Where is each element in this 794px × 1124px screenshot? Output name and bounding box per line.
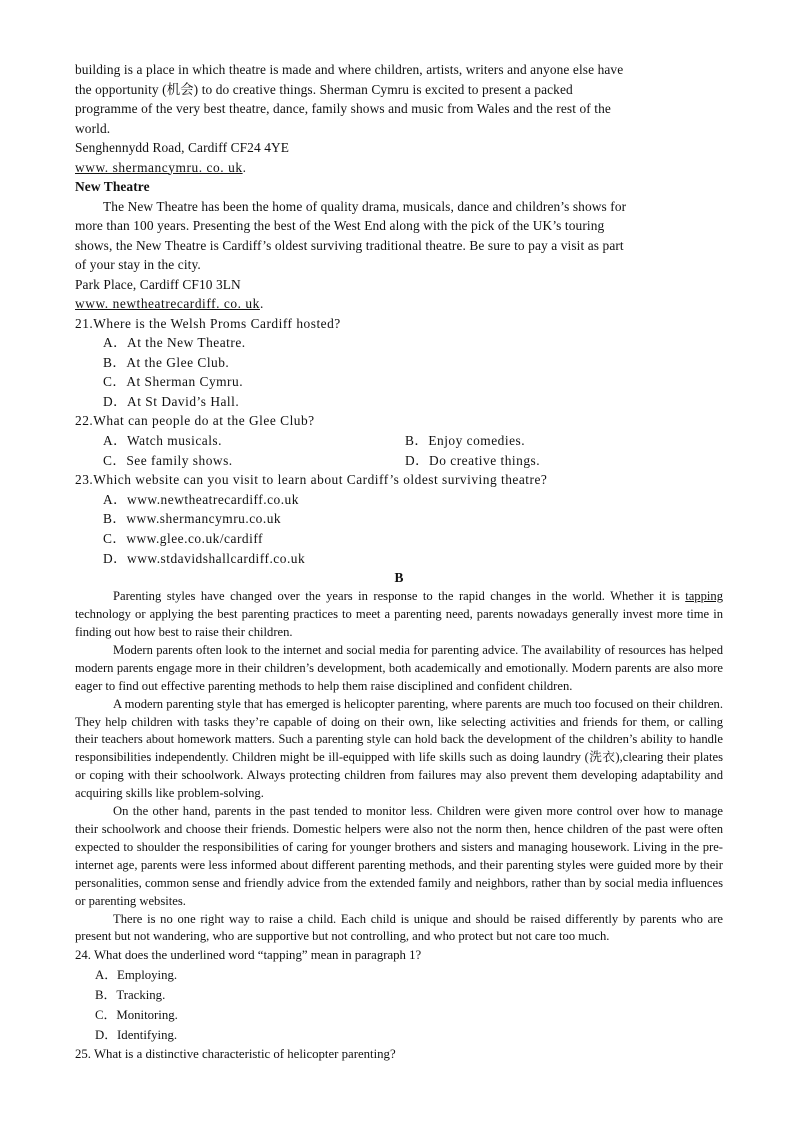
paragraph-2: Modern parents often look to the internet and social media for parenting advice. The availability of resources has helped modern parents engage more in their children’s development, both academically and emotionally. Modern parents are also more eager to find out effective parenting methods to help them raise disciplined and confident children. bbox=[75, 642, 723, 693]
sherman-website-link[interactable]: www. shermancymru. co. uk bbox=[75, 159, 243, 175]
option-a: A．Employing. bbox=[95, 968, 178, 983]
option-d: D．At St David’s Hall. bbox=[103, 393, 240, 409]
option-a: A．At the New Theatre. bbox=[103, 335, 246, 351]
text-line: The New Theatre has been the home of quality drama, musicals, dance and children’s shows for bbox=[103, 198, 627, 214]
option-row bbox=[75, 431, 723, 451]
text-line: shows, the New Theatre is Cardiff’s oldest surviving traditional theatre. Be sure to pay a visit as part bbox=[75, 237, 624, 253]
section-b-heading: B bbox=[394, 570, 404, 586]
option-d: D．Do creative things. bbox=[405, 452, 541, 468]
sherman-website-line bbox=[75, 158, 723, 178]
option-a: A．www.newtheatrecardiff.co.uk bbox=[103, 491, 299, 507]
text-line: of your stay in the city. bbox=[75, 257, 201, 272]
text-line: building is a place in which theatre is made and where children, artists, writers and anyone else have bbox=[75, 62, 624, 77]
question-stem: 23.Which website can you visit to learn about Cardiff’s oldest surviving theatre? bbox=[75, 472, 548, 488]
option-c: C．See family shows. bbox=[103, 452, 233, 468]
option-b: B．Enjoy comedies. bbox=[405, 433, 526, 449]
option-c: C．www.glee.co.uk/cardiff bbox=[103, 531, 263, 547]
option-c: C．At Sherman Cymru. bbox=[103, 374, 244, 390]
question-stem: 21.Where is the Welsh Proms Cardiff hosted? bbox=[75, 315, 341, 331]
paragraph-4: On the other hand, parents in the past tended to monitor less. Children were given more control over how to manage their schoolwork and choose their friends. Domestic helpers were also not the norm then, hence children of the past were often expected to shoulder the responsibilities of caring for younger brothers and sisters and managing housework. Living in the pre-internet age, parents were less informed about different parenting methods, and their parenting styles were guided more by their personalities, common sense and friendly advice from the extended family and neighbors, rather than by social media influences or parenting websites. bbox=[75, 804, 723, 908]
text-line: programme of the very best theatre, dance, family shows and music from Wales and the rest of the bbox=[75, 101, 611, 116]
question-stem: 24. What does the underlined word “tapping” mean in paragraph 1? bbox=[75, 948, 422, 963]
option-b: B．www.shermancymru.co.uk bbox=[103, 511, 282, 527]
new-theatre-address: Park Place, Cardiff CF10 3LN bbox=[75, 276, 241, 292]
paragraph-text: technology or applying the best parenting practices to meet a parenting need, parents nowadays generally invest more time in finding out how best to raise their children. bbox=[75, 607, 723, 640]
option-d: D．Identifying. bbox=[95, 1027, 178, 1042]
punctuation: . bbox=[259, 296, 264, 311]
text-line: world. bbox=[75, 120, 111, 136]
option-a: A．Watch musicals. bbox=[103, 433, 222, 449]
new-theatre-website-line bbox=[75, 294, 723, 314]
text-line: more than 100 years. Presenting the best of the West End along with the pick of the UK’s touring bbox=[75, 218, 605, 233]
paragraph-5: There is no one right way to raise a child. Each child is unique and should be raised differently by parents who are present but not wandering, who are supportive but not controlling, and who protect but not care too much. bbox=[75, 911, 723, 944]
option-b: B．Tracking. bbox=[95, 987, 166, 1002]
question-stem: 22.What can people do at the Glee Club? bbox=[75, 413, 315, 429]
option-d: D．www.stdavidshallcardiff.co.uk bbox=[103, 550, 306, 566]
paragraph-1 bbox=[75, 588, 723, 642]
paragraph-text: Parenting styles have changed over the years in response to the rapid changes in the world. Whether it is bbox=[113, 589, 686, 604]
section-heading: New Theatre bbox=[75, 179, 150, 194]
new-theatre-website-link[interactable]: www. newtheatrecardiff. co. uk bbox=[75, 296, 260, 311]
text-line: the opportunity (机会) to do creative things. Sherman Cymru is excited to present a packed bbox=[75, 81, 573, 97]
new-theatre-section bbox=[75, 177, 723, 314]
paragraph-3: A modern parenting style that has emerged is helicopter parenting, where parents are much too focused on their children. They help children with tasks they’re capable of doing on their own, like selecting activities and friends for them, or calling their teachers about homework matters. Such a parenting style can hold back the development of the children’s ability to handle responsibilities independently. Children might be ill-equipped with life skills such as doing laundry (洗衣),clearing their plates or coping with their schoolwork. Always protecting children from failures may also prevent them developing adaptability and acquiring skills like problem-solving. bbox=[75, 696, 723, 801]
document-page bbox=[75, 60, 723, 1065]
sherman-address: Senghennydd Road, Cardiff CF24 4YE bbox=[75, 140, 290, 155]
underlined-word-tapping: tapping bbox=[685, 589, 723, 604]
question-24 bbox=[75, 946, 723, 1045]
question-22 bbox=[75, 411, 723, 470]
option-b: B．At the Glee Club. bbox=[103, 354, 230, 370]
question-23 bbox=[75, 470, 723, 568]
option-row bbox=[75, 451, 723, 471]
question-stem: 25. What is a distinctive characteristic of helicopter parenting? bbox=[75, 1047, 396, 1062]
question-25 bbox=[75, 1045, 723, 1065]
question-21 bbox=[75, 314, 723, 412]
sherman-cymru-section bbox=[75, 60, 723, 177]
punctuation: . bbox=[242, 159, 247, 175]
section-b-passage bbox=[75, 588, 723, 946]
option-c: C．Monitoring. bbox=[95, 1007, 178, 1022]
